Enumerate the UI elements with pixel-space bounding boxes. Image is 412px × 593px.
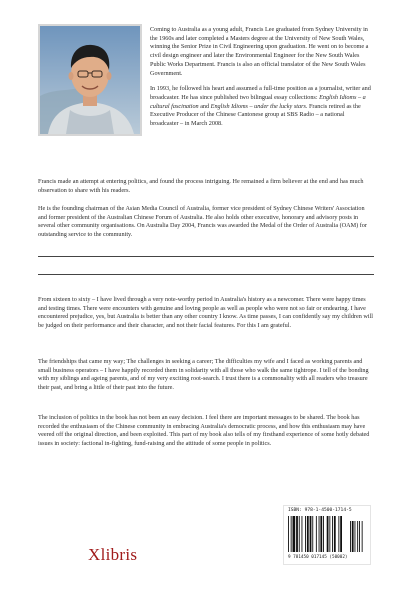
- blurb-paragraph-friendships: The friendships that came my way; The challenges in seeking a career; The difficulties my wife and I faced as working parents and small business operators – I have happily recorded them in solidarity with all those who walk the same tightrope. I tell of the bonding with my siblings and ageing parents, and of my very exciting root-search. I trust there is a commonality with all readers who treasure their past, and bring a little of their past into the future.: [38, 358, 369, 392]
- blurb-paragraph-politics: The inclusion of politics in the book has not been an easy decision. I feel there are important messages to be shared. The book has recorded the enthusiasm of the Chinese community in embracing Australia's democratic process, and how this enthusiasm may have veered off the original direction, and been exploited. This part of my book also tells of my firsthand experience of some hotly debated issues in society: factional in-fighting, fund-raising and the attitude of some people in politics.: [38, 414, 370, 448]
- blurb-paragraph-history: From sixteen to sixty – I have lived through a very note-worthy period in Australia's history as a newcomer. There were happy times and testing times. There were encounters with genuine and loving people as well as people who were not so fair or endearing. I have encountered prejudice, yes, but Australia is better than any other country I know. As time passes, I can confidently say my children will be judged on their performance and their character, and not their facial features. For this I am grateful.: [38, 296, 374, 330]
- bio-paragraph-education: Coming to Australia as a young adult, Francis Lee graduated from Sydney University in the 1960s and later completed a Masters degree at the University of New South Wales, winning the Senior Prize in Civil Engineering upon graduation. He went on to become a civil design engineer and later the Environmental Engineer for the New South Wales Public Works Department. Francis is also an official translator of the New South Wales Government.: [150, 26, 369, 77]
- book-title-1: English Idioms – a cultural fascination: [150, 93, 366, 110]
- isbn-number: 9 781450 017145: [288, 555, 327, 560]
- divider-top: [38, 256, 374, 257]
- isbn-addon: (50002): [329, 555, 348, 560]
- bio-paragraph-community: He is the founding chairman of the Asian Media Council of Australia, former vice president of Sydney Chinese Writers' Association and former president of the Australian Chinese Forum of Australia. He also holds other executive, honorary and advisory posts in several other community organisations. On Australia Day 2004, Francis was awarded the Medal of the Order of Australia (OAM) for outstanding service to the community.: [38, 205, 367, 239]
- bio-paragraph-career: [150, 85, 372, 129]
- publisher-logo: Xlibris: [88, 545, 138, 564]
- isbn-barcode: [283, 505, 371, 565]
- bio-career-and: and: [198, 102, 211, 110]
- isbn-label: ISBN: 978-1-4500-1714-5: [288, 508, 352, 513]
- bio-career-text: In 1993, he followed his heart and assumed a full-time position as a journalist, writer and broadcaster. He has since published two bilingual essay collections:: [150, 85, 371, 101]
- author-bio: [150, 26, 372, 136]
- bio-paragraph-politics: Francis made an attempt at entering politics, and found the process intriguing. He remained a firm believer at the end and has much observation to share with his readers.: [38, 178, 364, 194]
- isbn-digits: [288, 555, 348, 560]
- barcode-bars: [288, 516, 366, 554]
- author-photo: [38, 24, 142, 136]
- divider-bottom: [38, 274, 374, 275]
- book-title-2: English Idioms – under the lucky stars: [210, 102, 306, 110]
- bio-career-text-end: . Francis retired as the Executive Producer of the Chinese Cantonese group at SBS Radio – a national broadcaster – in March 2008.: [150, 102, 361, 128]
